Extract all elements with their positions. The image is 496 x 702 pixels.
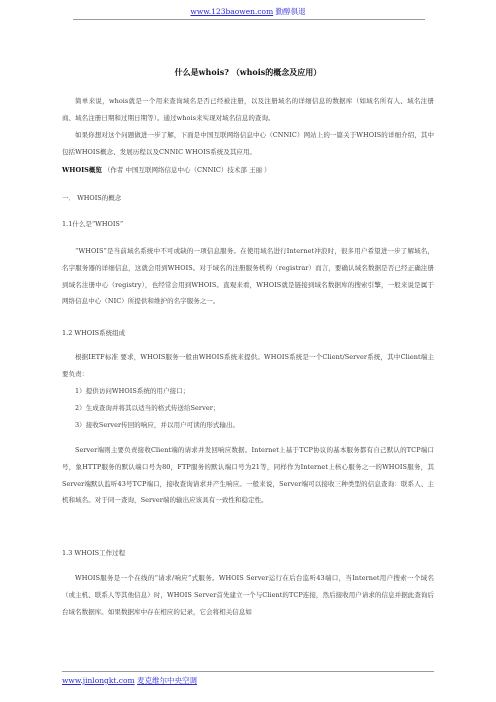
document-title: 什么是whois? （whois的概念及应用） — [174, 67, 322, 77]
paragraph-1-1: “WHOIS”是当前域名系统中不可或缺的一项信息服务。在使用域名进行Internet冲浪时，很多用户希望进一步了解域名，名字服务器的详细信息，这就会用到WHOIS。对于域名的注册服务机构（registrar）而言，要确认域名数据是否已经正确注册到域名注册中心（registry），也经常会用到WHOIS。直观来看，WHOIS就是链接到域名数据库的搜索引擎，一般来说是属于网络信息中心（NIC）所提供和维护的名字服务之一。 — [62, 247, 434, 306]
paragraph-1-2b: Server端则主要负责接收Client端的请求并发回响应数据。Internet上基于TCP协议的基本服务都有自己默认的TCP端口号，象HTTP服务的默认端口号为80，FTP服务的默认端口号为21等，同样作为Internet上核心服务之一的WHOIS服务，其Server端默认监听43号TCP端口，接收查询请求并产生响应。一般来说，Server端可以接收三种类型的信息查询：联系人、主机和域名。对于同一查询，Server端的输出应该具有一致性和稳定性。 — [62, 446, 434, 505]
byline-label: WHOIS概览 — [62, 166, 102, 174]
header-divider — [73, 19, 425, 20]
paragraph-1-2: 根据IETF标准 要求，WHOIS服务一般由WHOIS系统来提供。WHOIS系统是一个Client/Server系统，其中Client端主要负责： — [62, 353, 434, 378]
intro-paragraph-2: 如果你想对这个问题做进一步了解，下面是中国互联网络信息中心（CNNIC）网站上的一篇关于WHOIS的详细介绍，其中包括WHOIS概念、发展历程以及CNNIC WHOIS系统及其应用。 — [62, 131, 434, 156]
list-item: 2）生成查询并将其以适当的格式传送给Server； — [75, 404, 220, 412]
footer-divider — [62, 671, 434, 672]
byline-text: （作者 中国互联网络信息中心（CNNIC）技术部 王丽 ） — [103, 166, 271, 174]
header-site-link[interactable]: www.123baowen.com — [190, 7, 274, 16]
paragraph-1-3: WHOIS服务是一个在线的“请求/响应”式服务。WHOIS Server运行在后台监听43端口，当Internet用户搜索一个域名（或主机、联系人等其他信息）时，WHOIS Server首先建立一个与Client的TCP连接，然后接收用户请求的信息并据此查询后台域名数据库。如果数据库中存在相应的记录，它会将相关信息如 — [62, 574, 434, 616]
section-heading-1: 一． WHOIS的概念 — [62, 194, 122, 202]
page-footer — [62, 675, 197, 686]
section-heading-1-1: 1.1什么是“WHOIS” — [62, 220, 124, 228]
header-site-name: 勤醇俱退 — [275, 7, 306, 16]
section-heading-1-3: 1.3 WHOIS工作过程 — [62, 549, 126, 557]
footer-site-link[interactable]: www.jinlongkt.com — [62, 676, 135, 685]
section-heading-1-2: 1.2 WHOIS系统组成 — [62, 329, 126, 337]
footer-site-name: 麦克维尔中央空调 — [137, 676, 198, 685]
list-item: 3）接收Server传回的响应，并以用户可读的形式输出。 — [75, 421, 240, 429]
list-item: 1）提供访问WHOIS系统的用户接口； — [75, 387, 190, 395]
intro-paragraph-1: 简单来说，whois就是一个用来查询域名是否已经被注册，以及注册域名的详细信息的数据库（如域名所有人、域名注册商、域名注册日期和过期日期等）。通过whois来实现对域名信息的查询。 — [62, 97, 434, 122]
byline — [62, 165, 271, 174]
page-header — [0, 6, 496, 17]
